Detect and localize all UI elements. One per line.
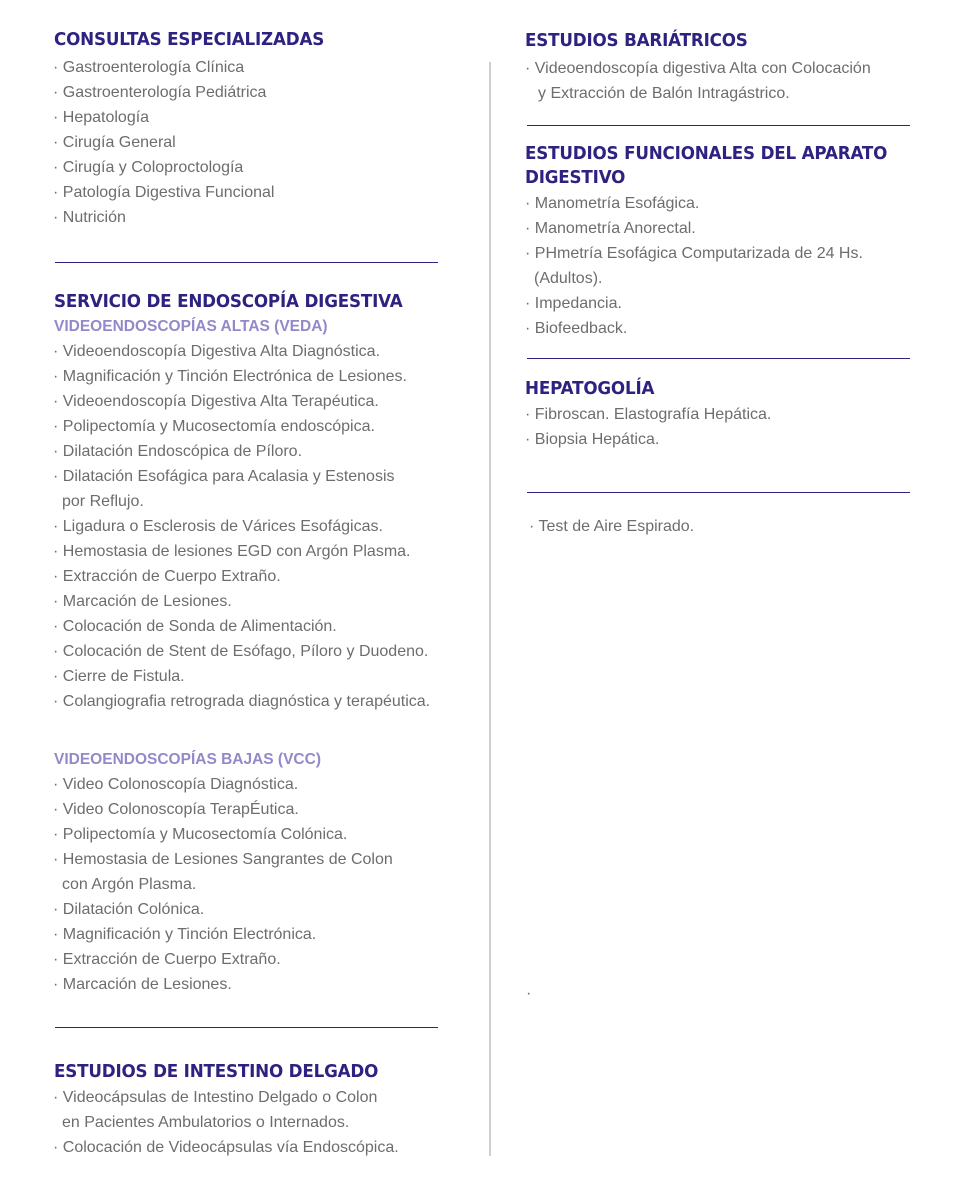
- list-item: · Cirugía General: [53, 134, 176, 151]
- list-item: · Hemostasia de Lesiones Sangrantes de Colon: [53, 851, 393, 868]
- list-item: · Videocápsulas de Intestino Delgado o Colon: [53, 1089, 378, 1106]
- section-title-funcionales-line1: ESTUDIOS FUNCIONALES DEL APARATO: [525, 143, 888, 164]
- list-item: · Video Colonoscopía Diagnóstica.: [53, 776, 299, 793]
- list-item: · Videoendoscopía digestiva Alta con Colocación: [525, 60, 871, 77]
- list-item-continuation: y Extracción de Balón Intragástrico.: [538, 85, 790, 102]
- section-title-consultas: CONSULTAS ESPECIALIZADAS: [54, 29, 325, 50]
- list-item: · Cierre de Fistula.: [53, 668, 185, 685]
- list-item: · Nutrición: [53, 209, 126, 226]
- list-item: · Cirugía y Coloproctología: [53, 159, 244, 176]
- list-item: · Colocación de Sonda de Alimentación.: [53, 618, 337, 635]
- list-item: · Impedancia.: [525, 295, 622, 312]
- list-item: · Video Colonoscopía TerapÉutica.: [53, 801, 299, 818]
- list-item: · Patología Digestiva Funcional: [53, 184, 275, 201]
- list-item: · Manometría Esofágica.: [525, 195, 700, 212]
- bariatricos-list: [525, 56, 871, 106]
- list-item: · Colocación de Videocápsulas vía Endoscópica.: [53, 1139, 399, 1156]
- section-title-intestino: ESTUDIOS DE INTESTINO DELGADO: [54, 1061, 379, 1082]
- altas-list: [53, 339, 430, 714]
- list-item: · Dilatación Endoscópica de Píloro.: [53, 443, 303, 460]
- list-item: · Polipectomía y Mucosectomía endoscópica.: [53, 418, 375, 435]
- list-item: · Extracción de Cuerpo Extraño.: [53, 568, 281, 585]
- list-item: · Hepatología: [53, 109, 150, 126]
- list-item: · Test de Aire Espirado.: [529, 518, 695, 535]
- aire-list: [529, 514, 694, 539]
- list-item: · Marcación de Lesiones.: [53, 976, 232, 993]
- consultas-list: [53, 55, 274, 230]
- list-item: · Colangiografia retrograda diagnóstica y terapéutica.: [53, 693, 431, 710]
- list-item: · Biopsia Hepática.: [525, 431, 660, 448]
- list-item: · Extracción de Cuerpo Extraño.: [53, 951, 281, 968]
- list-item: · Manometría Anorectal.: [525, 220, 696, 237]
- list-item-continuation: por Reflujo.: [62, 493, 144, 510]
- section-title-endoscopia: SERVICIO DE ENDOSCOPÍA DIGESTIVA: [54, 291, 403, 312]
- list-item: · Ligadura o Esclerosis de Várices Esofágicas.: [53, 518, 383, 535]
- section-divider: [55, 262, 438, 263]
- section-divider: [527, 358, 910, 359]
- list-item: · Videoendoscopía Digestiva Alta Diagnóstica.: [53, 343, 381, 360]
- list-item-continuation: (Adultos).: [534, 270, 603, 287]
- intestino-list: [53, 1085, 399, 1160]
- list-item: · Magnificación y Tinción Electrónica.: [53, 926, 317, 943]
- section-title-funcionales-line2: DIGESTIVO: [525, 167, 626, 188]
- list-item: · Dilatación Esofágica para Acalasia y Estenosis: [53, 468, 395, 485]
- list-item: · Videoendoscopía Digestiva Alta Terapéutica.: [53, 393, 379, 410]
- list-item: · Fibroscan. Elastografía Hepática.: [525, 406, 772, 423]
- bajas-list: [53, 772, 393, 997]
- list-item: · PHmetría Esofágica Computarizada de 24 Hs.: [525, 245, 863, 262]
- list-item: · Gastroenterología Pediátrica: [53, 84, 267, 101]
- section-divider: [527, 125, 910, 126]
- list-item: · Dilatación Colónica.: [53, 901, 205, 918]
- hepatologia-list: [525, 402, 771, 452]
- column-divider: [489, 62, 491, 1156]
- subsection-title-altas: VIDEOENDOSCOPÍAS ALTAS (VEDA): [54, 318, 328, 335]
- section-title-hepatologia: HEPATOGOLÍA: [525, 378, 655, 399]
- subsection-title-bajas: VIDEOENDOSCOPÍAS BAJAS (VCC): [54, 751, 321, 768]
- list-item: · Gastroenterología Clínica: [53, 59, 245, 76]
- list-item: · Colocación de Stent de Esófago, Píloro y Duodeno.: [53, 643, 429, 660]
- stray-dot: ·: [526, 985, 532, 1002]
- list-item: · Magnificación y Tinción Electrónica de Lesiones.: [53, 368, 407, 385]
- list-item: · Biofeedback.: [525, 320, 628, 337]
- list-item-continuation: con Argón Plasma.: [62, 876, 197, 893]
- list-item-continuation: en Pacientes Ambulatorios o Internados.: [62, 1114, 350, 1131]
- section-title-bariatricos: ESTUDIOS BARIÁTRICOS: [525, 30, 748, 51]
- section-divider: [55, 1027, 438, 1028]
- list-item: · Polipectomía y Mucosectomía Colónica.: [53, 826, 348, 843]
- section-divider: [527, 492, 910, 493]
- list-item: · Marcación de Lesiones.: [53, 593, 232, 610]
- funcionales-list: [525, 191, 863, 341]
- list-item: · Hemostasia de lesiones EGD con Argón Plasma.: [53, 543, 411, 560]
